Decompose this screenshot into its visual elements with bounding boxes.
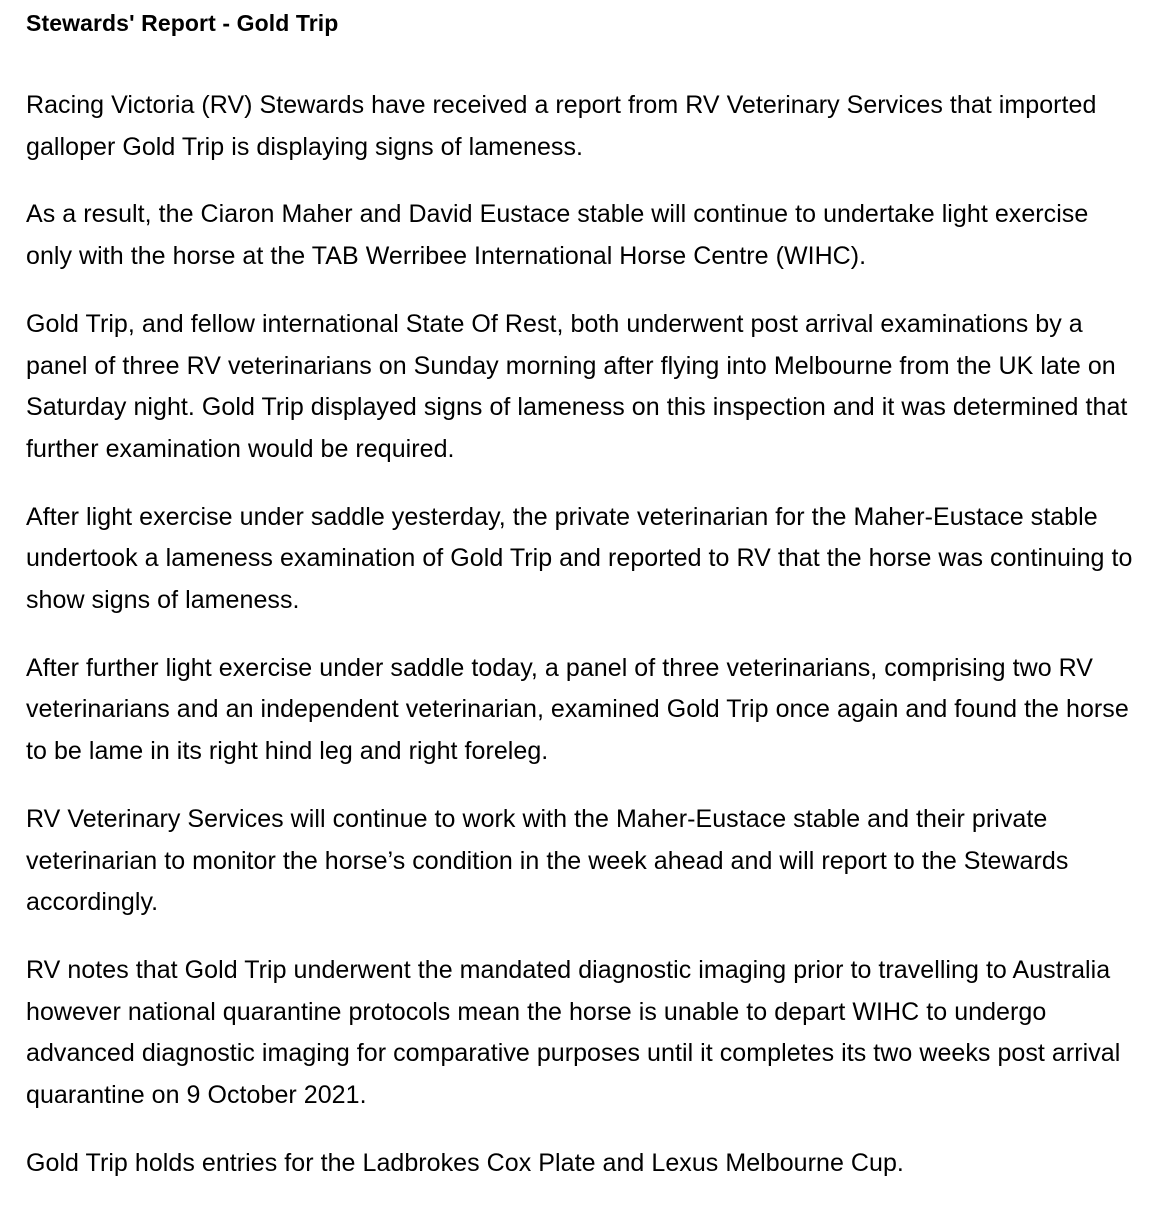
paragraph-post-arrival-examination: Gold Trip, and fellow international State Of Rest, both underwent post arrival examinations by a panel of three RV veterinarians on Sunday morning after flying into Melbourne from the UK late on Saturday night. Gold Trip displayed signs of lameness on this inspection and it was determined that further examination would be required. <box>26 309 1128 463</box>
paragraph-lameness-report: Racing Victoria (RV) Stewards have received a report from RV Veterinary Services that imported galloper Gold Trip is displaying signs of lameness. <box>26 91 1097 161</box>
paragraph-diagnostic-imaging: RV notes that Gold Trip underwent the mandated diagnostic imaging prior to travelling to Australia however national quarantine protocols mean the horse is unable to depart WIHC to undergo advanced diagnostic imaging for comparative purposes until it completes its two weeks post arrival quarantine on 9 October 2021. <box>26 955 1121 1110</box>
paragraph-private-vet-examination: After light exercise under saddle yesterday, the private veterinarian for the Maher-Eustace stable undertook a lameness examination of Gold Trip and reported to RV that the horse was continuing to show signs of lameness. <box>26 502 1133 615</box>
paragraph-monitoring: RV Veterinary Services will continue to work with the Maher-Eustace stable and their private veterinarian to monitor the horse’s condition in the week ahead and will report to the Stewards accordingly. <box>26 804 1069 917</box>
report-body <box>26 85 1141 1184</box>
paragraph-light-exercise: As a result, the Ciaron Maher and David Eustace stable will continue to undertake light exercise only with the horse at the TAB Werribee International Horse Centre (WIHC). <box>26 200 1089 271</box>
paragraph-panel-examination: After further light exercise under saddle today, a panel of three veterinarians, comprising two RV veterinarians and an independent veterinarian, examined Gold Trip once again and found the horse to be lame in its right hind leg and right foreleg. <box>26 653 1129 766</box>
paragraph-race-entries: Gold Trip holds entries for the Ladbrokes Cox Plate and Lexus Melbourne Cup. <box>26 1148 904 1177</box>
report-title: Stewards' Report - Gold Trip <box>26 10 339 36</box>
report-document <box>26 0 1141 1210</box>
